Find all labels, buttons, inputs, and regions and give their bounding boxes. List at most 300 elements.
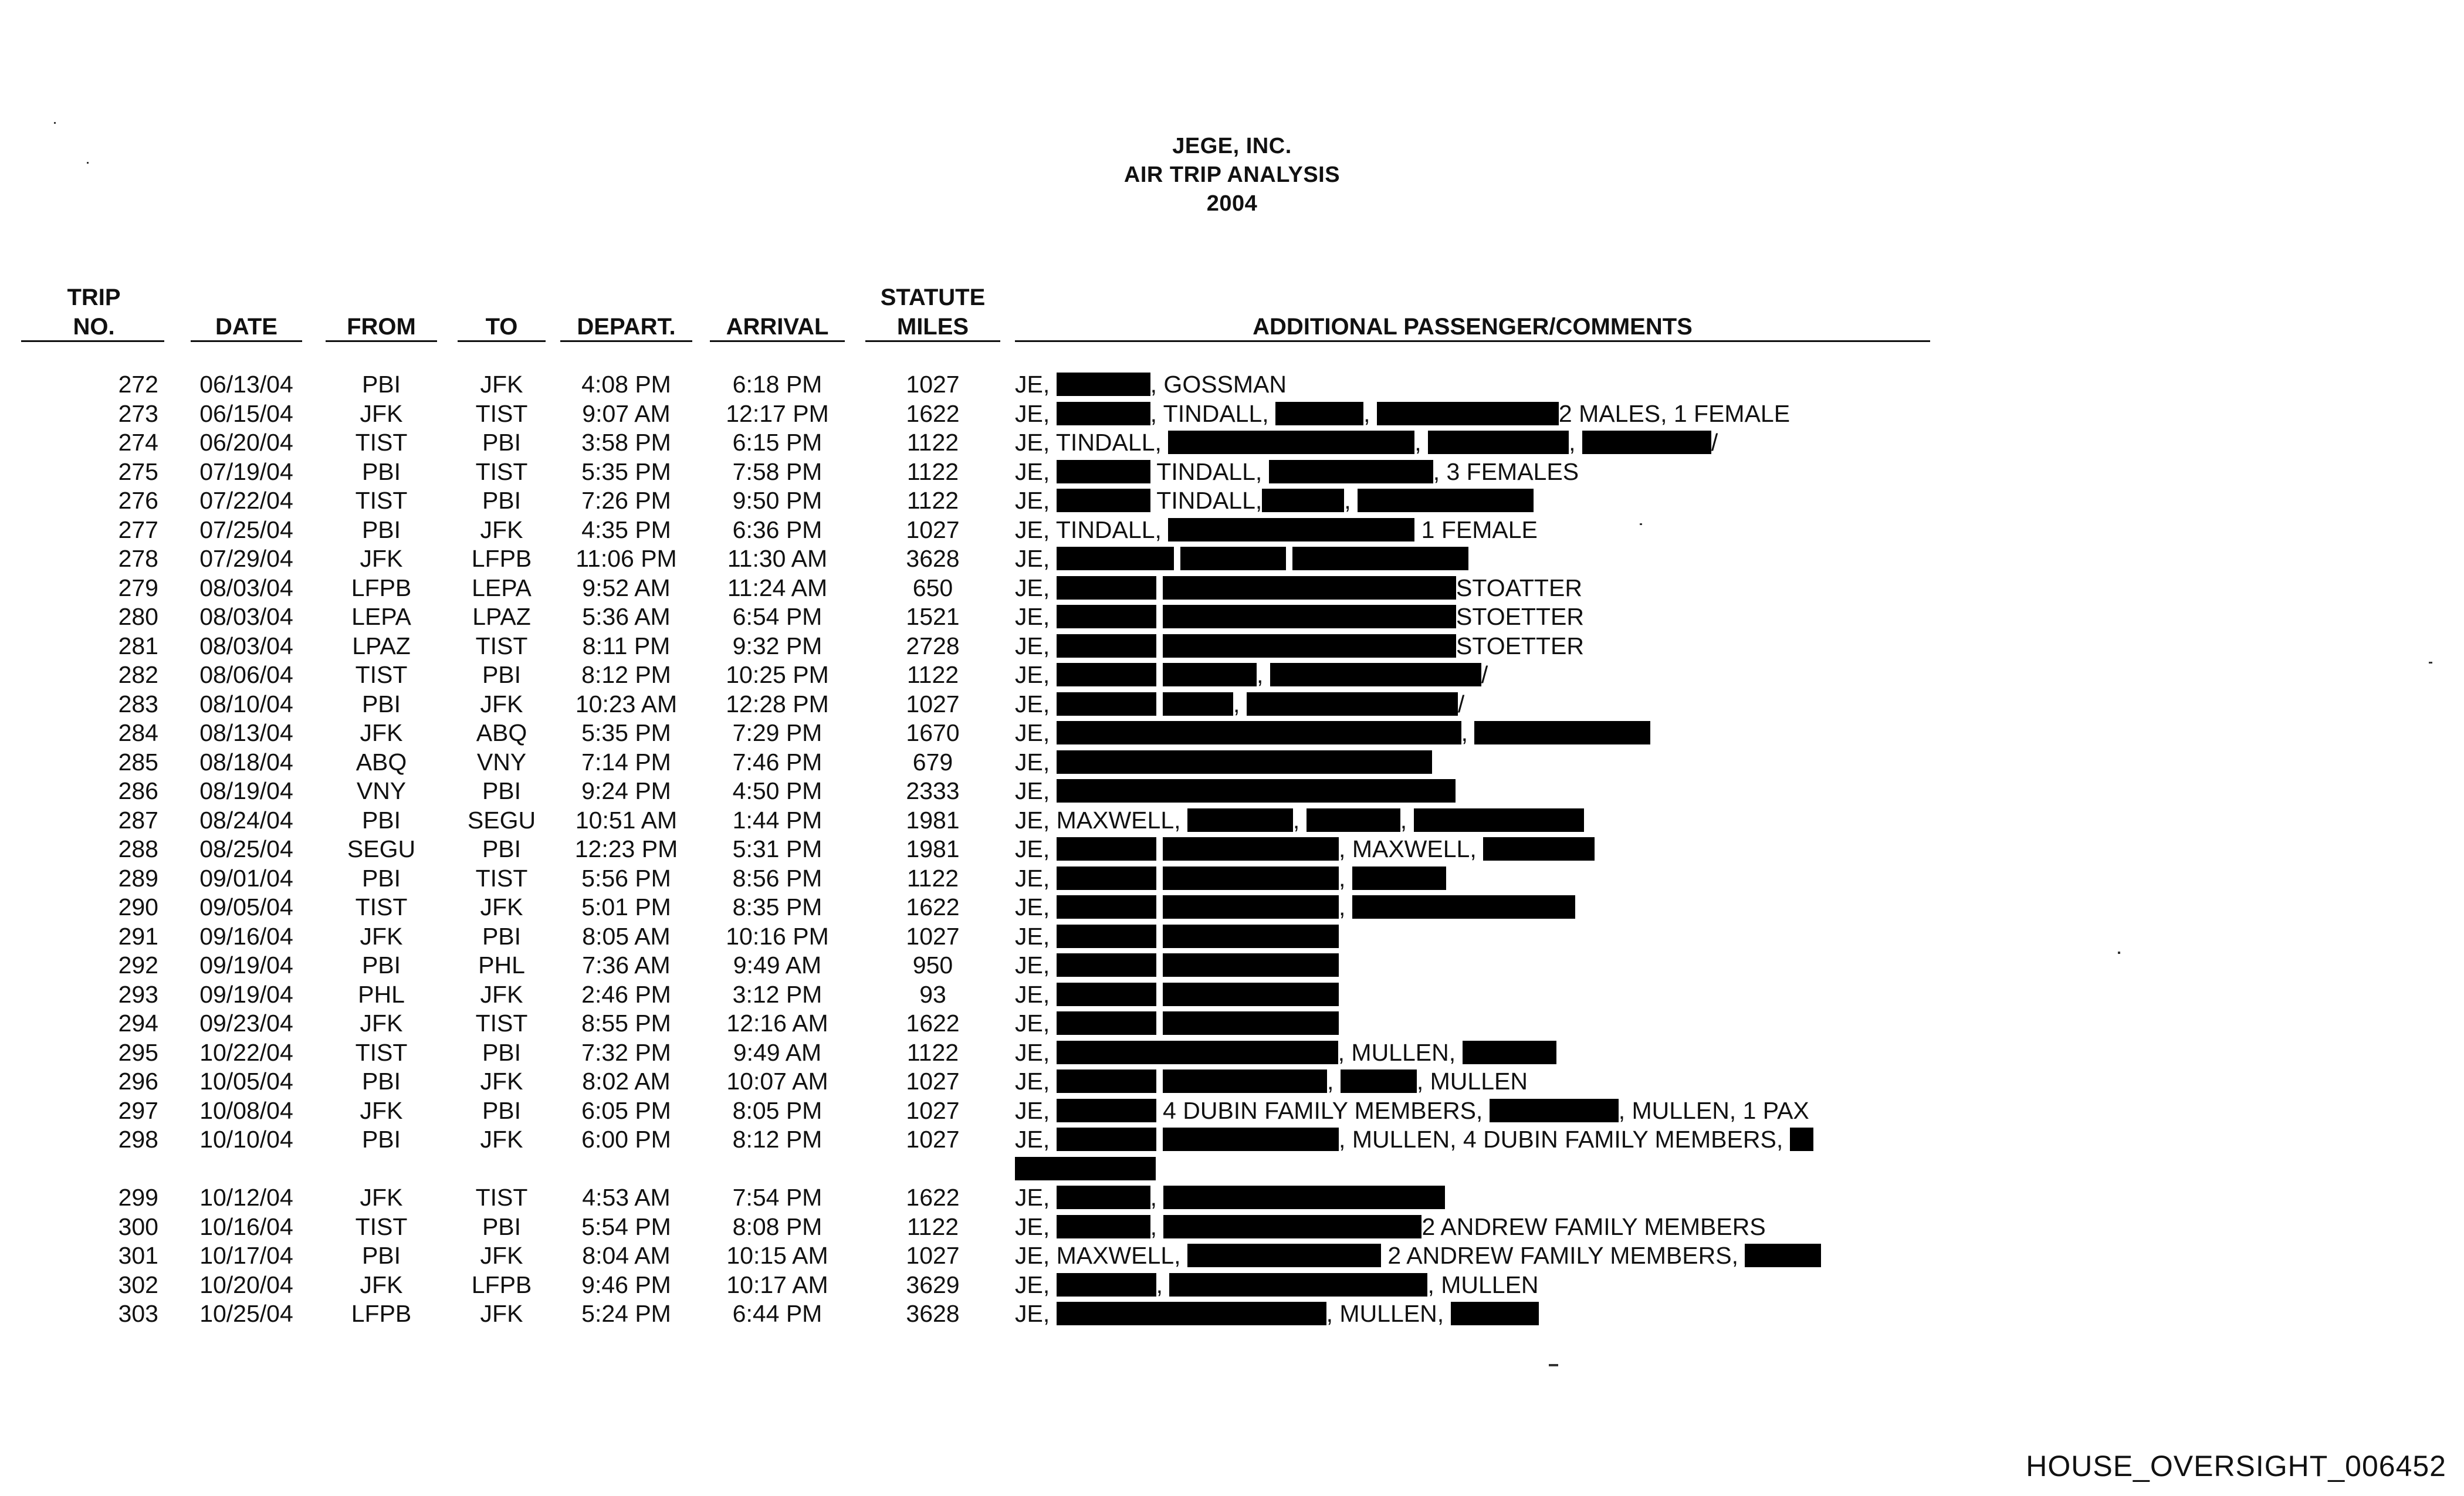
comment-text: JE, [1015,922,1057,950]
header-trip-line2: NO. [73,314,115,340]
trip-number: 293 [118,980,158,1008]
comment-text: , 3 FEMALES [1433,458,1579,485]
trip-arrival: 12:28 PM [726,690,829,717]
trip-date: 10/08/04 [199,1096,293,1124]
trip-arrival: 1:44 PM [732,806,823,834]
trip-to: TIST [475,864,528,892]
trip-comments [1015,776,1456,805]
comment-text: , MULLEN [1427,1271,1539,1298]
header-underline-date [191,340,302,342]
trip-comments [1015,1125,1813,1154]
trip-date: 10/22/04 [199,1038,293,1066]
trip-comments [1015,980,1339,1009]
trip-depart: 7:36 AM [582,952,671,979]
header-underline-from [326,340,437,342]
redaction-bar [1463,1041,1556,1064]
trip-from: PBI [361,1126,401,1153]
redaction-bar [1377,402,1559,425]
trip-depart: 8:02 AM [582,1068,671,1095]
comment-text: , [1339,864,1352,892]
trip-from: PBI [361,371,401,398]
trip-depart: 7:32 PM [581,1038,671,1066]
trip-miles: 950 [912,952,953,979]
trip-date: 08/03/04 [199,574,293,601]
redaction-bar [1307,808,1400,832]
trip-miles: 1981 [906,806,960,834]
trip-depart: 8:04 AM [582,1242,671,1269]
trip-date: 07/29/04 [199,545,293,572]
comment-text: STOETTER [1456,632,1584,659]
trip-depart: 9:07 AM [582,400,671,427]
trip-from: JFK [360,400,403,427]
comment-text [1156,661,1163,688]
comment-text [1156,952,1163,979]
trip-comments [1015,602,1584,631]
comment-text: 4 DUBIN FAMILY MEMBERS, [1156,1096,1490,1124]
bates-number: HOUSE_OVERSIGHT_006452 [2026,1450,2446,1483]
trip-arrival: 6:54 PM [732,603,823,630]
trip-comments [1015,718,1650,747]
trip-date: 07/19/04 [199,458,293,485]
comment-text: , MULLEN, 1 PAX [1618,1096,1809,1124]
comment-text: JE, [1015,980,1057,1008]
redaction-bar [1582,431,1711,454]
trip-depart: 10:23 AM [575,690,678,717]
trip-to: PBI [482,661,522,688]
comment-text: 1 FEMALE [1414,516,1538,543]
trip-miles: 3629 [906,1271,960,1298]
trip-miles: 1027 [906,922,960,950]
trip-from: PBI [361,952,401,979]
trip-depart: 4:53 AM [582,1184,671,1211]
trip-from: JFK [360,545,403,572]
trip-number: 275 [118,458,158,485]
redaction-bar [1790,1128,1813,1151]
trip-arrival: 9:49 AM [733,952,822,979]
comment-text: / [1481,661,1488,688]
trip-comments [1015,1299,1539,1328]
redaction-bar [1163,1011,1339,1035]
comment-text: , [1569,429,1582,456]
trip-miles: 1027 [906,1242,960,1269]
comment-text: , MAXWELL, [1339,835,1484,862]
redaction-bar [1168,518,1414,541]
comment-text: , [1233,690,1247,717]
redaction-bar [1163,605,1456,628]
trip-from: SEGU [347,835,416,862]
trip-from: TIST [355,487,408,514]
header-trip-line1: TRIP [67,285,121,310]
redaction-bar [1057,1215,1150,1238]
comment-text: , MULLEN, 4 DUBIN FAMILY MEMBERS, [1339,1126,1790,1153]
trip-date: 06/13/04 [199,371,293,398]
trip-from: TIST [355,661,408,688]
redaction-bar [1057,460,1150,483]
trip-date: 08/24/04 [199,806,293,834]
redaction-bar [1163,1069,1327,1093]
trip-number: 276 [118,487,158,514]
trip-comments [1015,864,1446,893]
trip-to: LFPB [471,1271,532,1298]
redaction-bar [1269,460,1433,483]
redaction-bar [1057,576,1156,600]
trip-comments [1015,689,1464,719]
redaction-bar [1163,837,1339,861]
trip-date: 08/18/04 [199,748,293,776]
trip-date: 09/19/04 [199,952,293,979]
trip-miles: 1670 [906,719,960,746]
trip-from: JFK [360,1010,403,1037]
comment-text [1156,1068,1163,1095]
trip-from: JFK [360,1096,403,1124]
comment-text [1156,1010,1163,1037]
trip-miles: 1122 [906,429,959,456]
trip-arrival: 9:32 PM [732,632,823,659]
trip-to: JFK [480,371,523,398]
trip-arrival: 10:15 AM [726,1242,828,1269]
comment-text: JE, [1015,1068,1057,1095]
redaction-bar [1483,837,1595,861]
trip-miles: 1622 [906,1010,960,1037]
comment-text: 2 ANDREW FAMILY MEMBERS [1421,1213,1766,1240]
comment-text: JE, MAXWELL, [1015,1242,1187,1269]
trip-depart: 2:46 PM [581,980,671,1008]
redaction-bar [1057,867,1156,890]
trip-number: 288 [118,835,158,862]
trip-miles: 1521 [906,603,960,630]
trip-to: TIST [475,1184,528,1211]
trip-number: 279 [118,574,158,601]
trip-to: JFK [480,1242,523,1269]
trip-to: TIST [475,1010,528,1037]
trip-depart: 4:08 PM [581,371,671,398]
comment-text: , [1292,806,1307,834]
comment-text: JE, [1015,661,1057,688]
trip-to: LPAZ [472,603,531,630]
trip-number: 286 [118,777,158,804]
trip-to: LEPA [472,574,532,601]
trip-comments [1015,428,1718,457]
trip-date: 07/25/04 [199,516,293,543]
trip-number: 274 [118,429,158,456]
trip-number: 296 [118,1068,158,1095]
trip-number: 278 [118,545,158,572]
trip-arrival: 6:44 PM [732,1300,823,1327]
redaction-bar [1057,1302,1326,1325]
trip-comments [1015,1183,1445,1212]
report-year: 2004 [1206,191,1258,216]
trip-to: VNY [476,748,527,776]
comment-text: JE, [1015,952,1057,979]
header-arrival: ARRIVAL [726,314,829,340]
trip-arrival: 7:29 PM [732,719,823,746]
comment-text: STOETTER [1456,603,1584,630]
trip-arrival: 10:16 PM [726,922,829,950]
redaction-bar [1057,402,1150,425]
trip-arrival: 6:15 PM [732,429,823,456]
redaction-bar [1057,779,1456,803]
comment-text: JE, [1015,1300,1057,1327]
trip-miles: 3628 [906,545,960,572]
trip-comments [1015,1212,1766,1241]
header-underline-trip [21,340,164,342]
trip-from: PBI [361,516,401,543]
trip-arrival: 12:16 AM [726,1010,828,1037]
redaction-bar [1275,402,1363,425]
comment-text: JE, [1015,1271,1057,1298]
comment-text [1156,574,1163,601]
comment-text: , [1156,1271,1170,1298]
trip-to: PBI [482,429,522,456]
trip-from: VNY [356,777,407,804]
redaction-bar [1169,1273,1427,1297]
trip-depart: 8:11 PM [582,632,671,659]
trip-miles: 1122 [906,1038,959,1066]
trip-number: 283 [118,690,158,717]
scan-speck [1640,523,1642,525]
comment-text [1156,893,1163,920]
trip-depart: 7:14 PM [581,748,671,776]
comment-text: TINDALL, [1150,487,1263,514]
comment-text: JE, [1015,632,1057,659]
trip-from: PHL [358,980,405,1008]
trip-miles: 1122 [906,487,959,514]
redaction-bar [1057,983,1156,1006]
redaction-bar [1057,489,1150,512]
trip-to: JFK [480,1068,523,1095]
trip-date: 08/03/04 [199,603,293,630]
trip-to: JFK [480,690,523,717]
trip-miles: 1981 [906,835,960,862]
comment-text: JE, [1015,400,1057,427]
trip-arrival: 8:05 PM [732,1096,823,1124]
trip-number: 287 [118,806,158,834]
comment-text: JE, TINDALL, [1015,429,1169,456]
trip-date: 08/03/04 [199,632,293,659]
trip-arrival: 4:50 PM [732,777,823,804]
comment-text: JE, [1015,371,1057,398]
trip-arrival: 3:12 PM [732,980,823,1008]
comment-text [1156,632,1163,659]
trip-miles: 1027 [906,1096,960,1124]
trip-miles: 2333 [906,777,960,804]
redaction-bar [1163,1186,1445,1209]
comment-text: JE, [1015,1038,1057,1066]
comment-text: JE, [1015,1010,1057,1037]
trip-to: PBI [482,835,522,862]
comment-text: JE, [1015,1096,1057,1124]
trip-from: TIST [355,893,408,920]
trip-number: 277 [118,516,158,543]
trip-from: PBI [361,458,401,485]
trip-number: 297 [118,1096,158,1124]
trip-number: 302 [118,1271,158,1298]
trip-number: 281 [118,632,158,659]
trip-date: 08/19/04 [199,777,293,804]
trip-miles: 1027 [906,1068,960,1095]
redaction-bar [1428,431,1569,454]
comment-text [1156,835,1163,862]
comment-text: JE, [1015,487,1057,514]
comment-text: , [1257,661,1270,688]
trip-number: 282 [118,661,158,688]
trip-arrival: 11:30 AM [727,545,828,572]
comment-text: JE, [1015,1213,1057,1240]
header-to: TO [485,314,518,340]
comment-text [1156,923,1163,950]
trip-miles: 1622 [906,400,960,427]
trip-arrival: 8:35 PM [732,893,823,920]
report-title: AIR TRIP ANALYSIS [1123,163,1341,187]
redaction-bar [1163,1128,1339,1151]
trip-number: 298 [118,1126,158,1153]
trip-number: 303 [118,1300,158,1327]
comment-text: JE, [1015,719,1057,746]
trip-number: 280 [118,603,158,630]
trip-depart: 5:24 PM [581,1300,671,1327]
trip-depart: 9:46 PM [581,1271,671,1298]
trip-date: 10/12/04 [199,1184,293,1211]
trip-from: TIST [355,1038,408,1066]
trip-number: 294 [118,1010,158,1037]
trip-from: JFK [360,1271,403,1298]
trip-date: 10/25/04 [199,1300,293,1327]
trip-to: TIST [475,632,528,659]
redaction-bar [1057,1011,1156,1035]
trip-to: TIST [475,458,528,485]
trip-depart: 5:36 AM [582,603,671,630]
redaction-bar [1352,867,1446,890]
redaction-bar [1057,663,1156,686]
trip-from: PBI [361,690,401,717]
trip-from: PBI [361,806,401,834]
trip-comments [1015,486,1534,515]
trip-date: 09/23/04 [199,1010,293,1037]
trip-depart: 10:51 AM [575,806,678,834]
trip-arrival: 9:50 PM [732,487,823,514]
comment-text: , [1150,1184,1164,1211]
header-from: FROM [347,314,416,340]
redaction-bar [1057,547,1174,570]
trip-to: PBI [482,777,522,804]
trip-number: 289 [118,864,158,892]
comment-text: / [1457,690,1465,717]
trip-arrival: 7:58 PM [732,458,823,485]
trip-miles: 1122 [906,661,959,688]
trip-date: 10/10/04 [199,1126,293,1153]
trip-comments [1015,950,1339,980]
redaction-bar [1057,925,1156,948]
trip-depart: 6:00 PM [581,1126,671,1153]
trip-comments [1015,1008,1339,1038]
trip-depart: 8:55 PM [581,1010,671,1037]
trip-comments [1015,457,1579,486]
trip-depart: 5:01 PM [581,893,671,920]
comment-text: JE, [1015,545,1057,572]
trip-comments [1015,1270,1539,1299]
trip-number: 284 [118,719,158,746]
redaction-bar [1187,1244,1381,1267]
redaction-bar [1057,750,1432,774]
trip-comments [1015,544,1468,573]
redaction-bar [1262,489,1344,512]
trip-from: TIST [355,429,408,456]
trip-date: 08/06/04 [199,661,293,688]
trip-number: 301 [118,1242,158,1269]
trip-depart: 8:05 AM [582,922,671,950]
comment-text: , GOSSMAN [1150,371,1287,398]
header-comments: ADDITIONAL PASSENGER/COMMENTS [1253,314,1693,340]
trip-miles: 1027 [906,1126,960,1153]
trip-miles: 650 [912,574,953,601]
trip-date: 09/01/04 [199,864,293,892]
trip-miles: 1122 [906,1213,959,1240]
comment-text: 2 ANDREW FAMILY MEMBERS, [1380,1242,1745,1269]
trip-comments [1015,805,1584,835]
trip-comments [1015,1096,1809,1125]
redaction-bar [1057,634,1156,658]
comment-text: JE, [1015,864,1057,892]
trip-date: 07/22/04 [199,487,293,514]
trip-depart: 3:58 PM [581,429,671,456]
redaction-bar [1057,605,1156,628]
redaction-bar [1057,1099,1156,1122]
trip-comments [1015,515,1538,544]
trip-from: TIST [355,1213,408,1240]
trip-number: 292 [118,952,158,979]
trip-comments [1015,1241,1821,1270]
comment-text: , [1461,719,1475,746]
comment-text [1174,545,1180,572]
redaction-bar [1057,373,1150,396]
comment-text: JE, [1015,458,1057,485]
trip-from: JFK [360,1184,403,1211]
trip-date: 08/10/04 [199,690,293,717]
trip-date: 09/16/04 [199,922,293,950]
redaction-bar [1414,808,1584,832]
trip-miles: 1622 [906,893,960,920]
comment-text: , [1363,400,1377,427]
trip-depart: 8:12 PM [581,661,671,688]
comment-text: JE, [1015,893,1057,920]
redaction-bar [1163,1215,1421,1238]
trip-date: 06/20/04 [199,429,293,456]
trip-to: PBI [482,922,522,950]
trip-arrival: 8:08 PM [732,1213,823,1240]
trip-arrival: 6:36 PM [732,516,823,543]
trip-to: JFK [480,1126,523,1153]
trip-date: 10/20/04 [199,1271,293,1298]
redaction-bar [1163,867,1339,890]
header-underline-to [458,340,546,342]
header-miles-line1: STATUTE [880,285,986,310]
trip-miles: 679 [912,748,953,776]
header-underline-miles [865,340,1000,342]
trip-from: PBI [361,1068,401,1095]
trip-depart: 11:06 PM [576,545,677,572]
trip-comments-continuation [1015,1154,1156,1183]
trip-number: 291 [118,922,158,950]
trip-number: 300 [118,1213,158,1240]
trip-comments [1015,399,1790,428]
comment-text [1286,545,1292,572]
comment-text: / [1711,429,1718,456]
trip-comments [1015,660,1488,689]
trip-comments [1015,573,1582,603]
redaction-bar [1057,1128,1156,1151]
comment-text: JE, [1015,748,1057,776]
trip-comments [1015,1038,1556,1067]
